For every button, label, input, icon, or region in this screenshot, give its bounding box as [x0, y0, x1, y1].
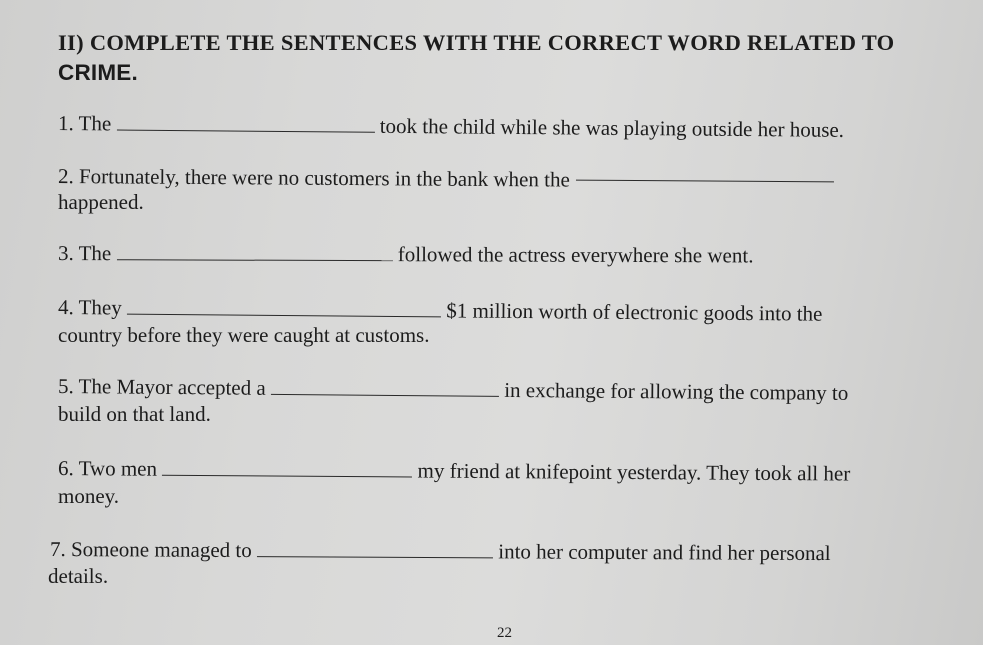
sentence-4-continuation: country before they were caught at customs. — [58, 323, 430, 347]
sentence-3-after: followed the actress everywhere she went. — [392, 242, 754, 268]
sentence-6-blank[interactable] — [162, 457, 412, 478]
sentence-2-continuation: happened. — [58, 190, 144, 214]
sentence-6-after: my friend at knifepoint yesterday. They took all her — [412, 458, 851, 486]
heading-line-2: CRIME. — [58, 60, 138, 85]
sentence-6-continuation: money. — [58, 484, 120, 508]
sentence-7-continuation: details. — [48, 564, 109, 588]
sentence-1 — [58, 110, 844, 143]
sentence-2-blank[interactable] — [576, 162, 834, 183]
sentence-3-before: 3. The — [57, 241, 117, 266]
page-number: 22 — [497, 625, 512, 641]
sentence-1-after: took the child while she was playing outside her house. — [374, 113, 845, 142]
heading-line-1: II) COMPLETE THE SENTENCES WITH THE CORRECT WORD RELATED TO — [58, 30, 895, 55]
sentence-1-blank[interactable] — [116, 112, 374, 133]
sentence-6-before: 6. Two men — [57, 456, 163, 481]
sentence-4-after: $1 million worth of electronic goods into the — [440, 298, 823, 326]
sentence-3 — [58, 240, 754, 268]
sentence-7-after: into her computer and find her personal — [492, 539, 831, 566]
sentence-2-before: 2. Fortunately, there were no customers in the bank when the — [57, 164, 570, 192]
sentence-5-continuation: build on that land. — [58, 402, 211, 426]
exercise-heading — [58, 28, 958, 88]
sentence-7-blank[interactable] — [257, 538, 493, 558]
sentence-3-blank[interactable] — [117, 241, 393, 261]
sentence-4-before: 4. They — [57, 295, 128, 320]
sentence-5-before: 5. The Mayor accepted a — [57, 374, 272, 400]
sentence-5-blank[interactable] — [271, 376, 499, 397]
sentence-4-blank[interactable] — [127, 296, 441, 318]
sentence-1-before: 1. The — [57, 111, 117, 136]
sentence-5-after: in exchange for allowing the company to — [498, 377, 849, 405]
sentence-7 — [50, 536, 831, 566]
sentence-7-before: 7. Someone managed to — [49, 537, 258, 563]
sentence-6 — [58, 455, 850, 487]
sentence-2 — [58, 163, 834, 194]
